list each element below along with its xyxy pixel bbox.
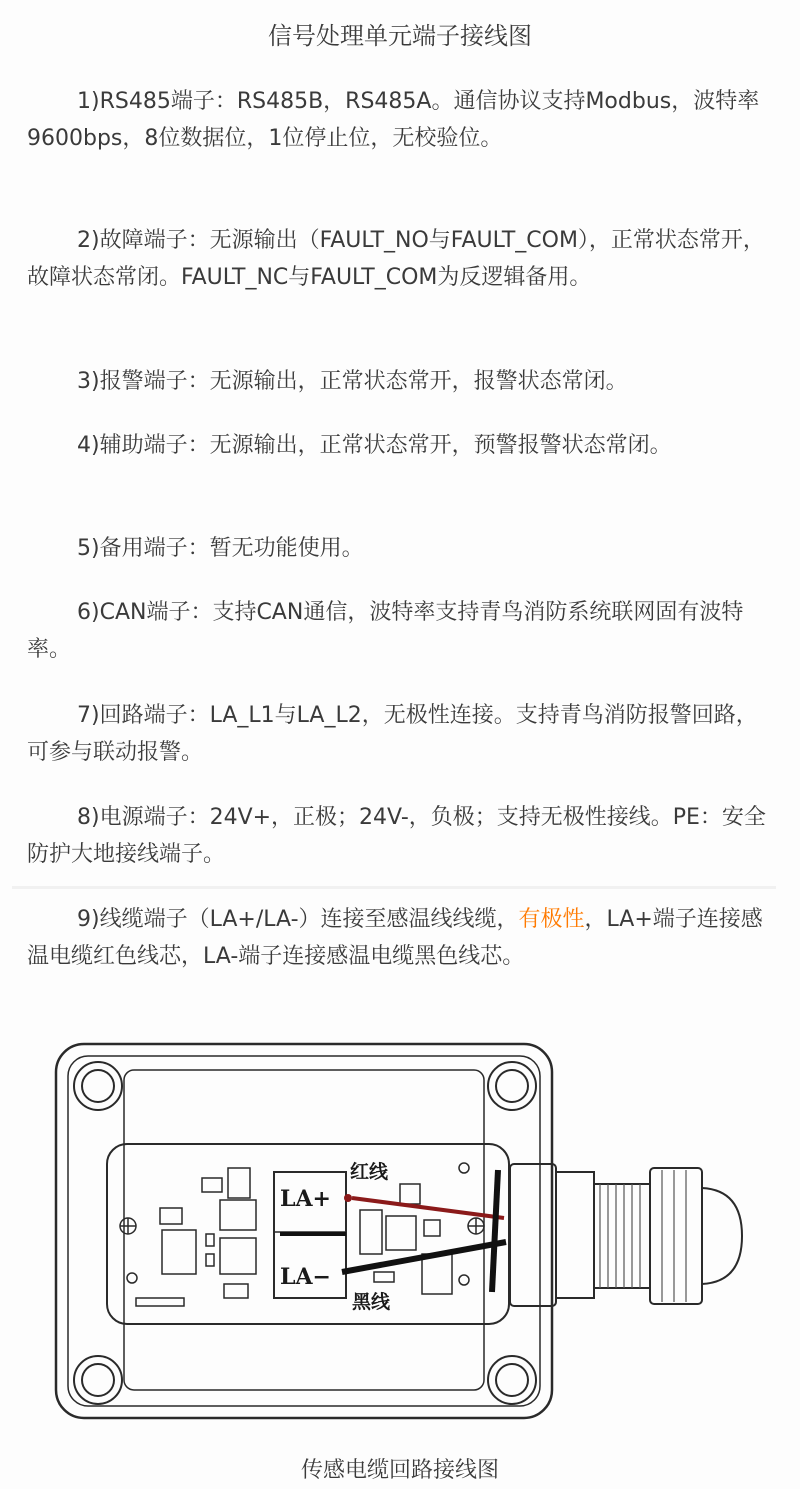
section-divider: [12, 886, 776, 889]
paragraph-fault: 2)故障端子：无源输出（FAULT_NO与FAULT_COM），正常状态常开，故障状态常闭。FAULT_NC与FAULT_COM为反逻辑备用。: [27, 228, 765, 290]
paragraph-rs485: 1)RS485端子：RS485B，RS485A。通信协议支持Modbus，波特率9600bps，8位数据位，1位停止位，无校验位。: [27, 89, 760, 151]
paragraph-can: 6)CAN端子：支持CAN通信，波特率支持青鸟消防系统联网固有波特率。: [27, 600, 744, 662]
cable-text-before: 9)线缆端子（LA+/LA-）连接至感温线线缆，: [77, 907, 519, 932]
polarity-highlight: 有极性: [518, 907, 585, 932]
cable-gland: [510, 1164, 742, 1306]
paragraph-alarm: 3)报警端子：无源输出，正常状态常开，报警状态常闭。: [77, 369, 628, 394]
paragraph-spare: 5)备用端子：暂无功能使用。: [77, 536, 364, 561]
page-title: 信号处理单元端子接线图: [268, 22, 532, 50]
paragraph-loop: 7)回路端子：LA_L1与LA_L2，无极性连接。支持青鸟消防报警回路，可参与联动报警。: [27, 703, 758, 765]
black-wire-label: 黑线: [352, 1291, 391, 1313]
paragraph-aux: 4)辅助端子：无源输出，正常状态常开，预警报警状态常闭。: [77, 433, 672, 458]
black-wire: [342, 1242, 506, 1272]
enclosure-outline: [56, 1044, 552, 1418]
paragraph-power: 8)电源端子：24V+，正极；24V-，负极；支持无极性接线。PE：安全防护大地接线端子。: [27, 805, 766, 867]
cable-text-after: ，LA+端子连接感温电缆红色线芯，LA-端子连接感温电缆黑色线芯。: [27, 907, 763, 969]
terminal-minus-label: LA−: [280, 1264, 331, 1290]
red-wire: [352, 1198, 504, 1218]
terminal-plus-label: LA+: [280, 1186, 331, 1212]
red-wire-label: 红线: [350, 1161, 389, 1183]
paragraph-cable: [27, 901, 767, 975]
figure-caption: 传感电缆回路接线图: [300, 1458, 499, 1483]
wiring-diagram: [52, 1040, 772, 1425]
